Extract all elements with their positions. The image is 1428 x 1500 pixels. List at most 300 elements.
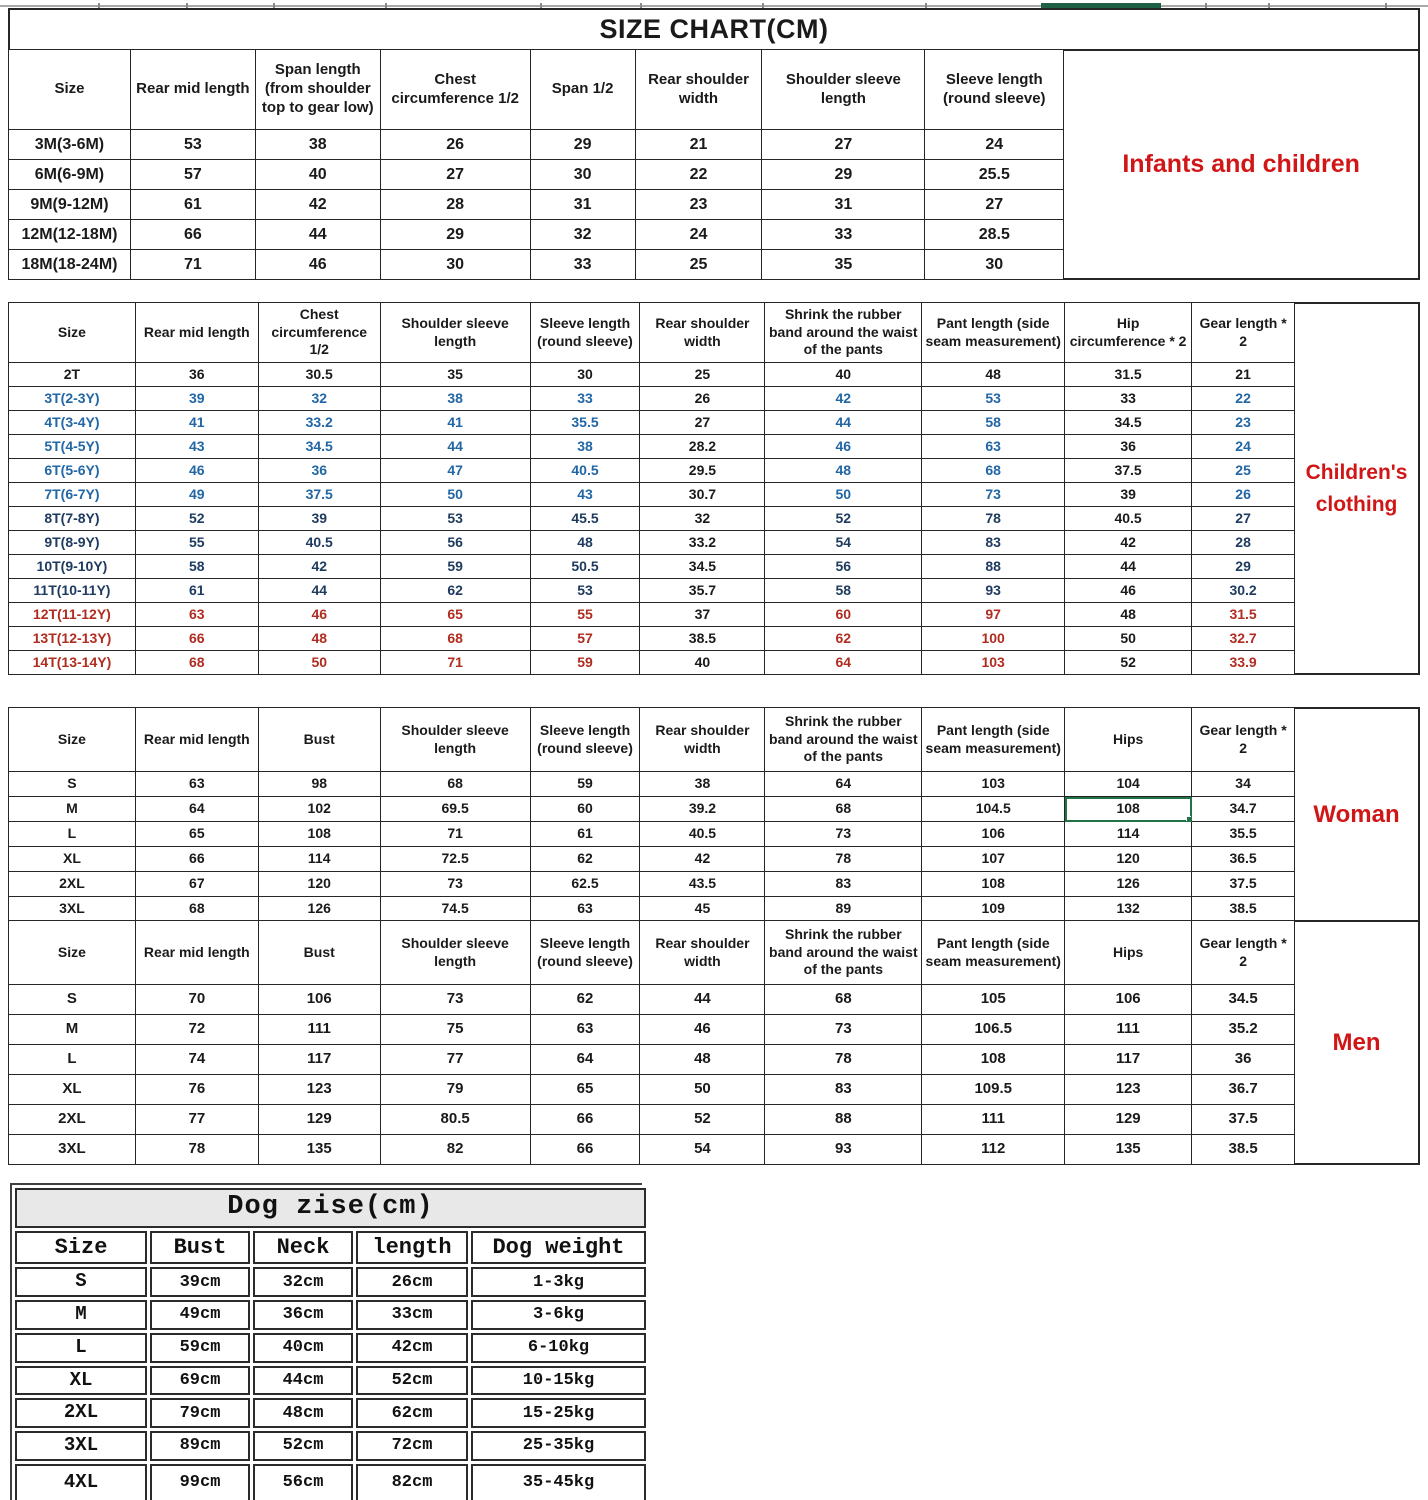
data-cell[interactable]: 42 bbox=[255, 190, 380, 220]
data-cell[interactable]: 21 bbox=[635, 130, 762, 160]
data-cell[interactable]: 31 bbox=[762, 190, 925, 220]
column-header-cell[interactable]: Bust bbox=[258, 708, 380, 772]
data-cell[interactable]: 77 bbox=[380, 1045, 530, 1075]
data-cell[interactable]: 59 bbox=[380, 555, 530, 579]
data-cell[interactable]: 52 bbox=[1065, 651, 1192, 675]
woman-label-cell[interactable] bbox=[1295, 707, 1420, 922]
data-cell[interactable]: 40.5 bbox=[1065, 507, 1192, 531]
data-cell[interactable]: 38 bbox=[255, 130, 380, 160]
data-cell[interactable]: 42 bbox=[640, 847, 765, 872]
data-cell[interactable]: 78 bbox=[135, 1135, 258, 1165]
data-cell[interactable]: 117 bbox=[258, 1045, 380, 1075]
data-cell[interactable]: 52 bbox=[135, 507, 258, 531]
data-cell[interactable]: 42 bbox=[765, 387, 922, 411]
data-cell[interactable]: 52 bbox=[765, 507, 922, 531]
column-header-cell[interactable]: Rear mid length bbox=[135, 708, 258, 772]
data-cell[interactable]: 114 bbox=[258, 847, 380, 872]
data-cell[interactable]: 63 bbox=[135, 772, 258, 797]
data-cell[interactable]: 129 bbox=[258, 1105, 380, 1135]
data-cell[interactable]: 82 bbox=[380, 1135, 530, 1165]
data-cell[interactable]: 98 bbox=[258, 772, 380, 797]
data-cell[interactable]: 23 bbox=[1192, 411, 1295, 435]
data-cell[interactable]: 74 bbox=[135, 1045, 258, 1075]
data-cell[interactable]: 40.5 bbox=[640, 822, 765, 847]
column-header-cell[interactable]: Size bbox=[9, 921, 136, 985]
data-cell[interactable]: 28.5 bbox=[925, 220, 1064, 250]
data-cell[interactable]: 38.5 bbox=[1192, 897, 1295, 922]
column-header-cell[interactable]: Pant length (side seam measurement) bbox=[922, 708, 1065, 772]
data-cell[interactable]: 27 bbox=[762, 130, 925, 160]
men-label-cell[interactable] bbox=[1295, 920, 1420, 1165]
data-cell[interactable]: 30 bbox=[925, 250, 1064, 280]
data-cell[interactable]: 36.5 bbox=[1192, 847, 1295, 872]
data-cell[interactable]: 58 bbox=[135, 555, 258, 579]
data-cell[interactable]: 46 bbox=[640, 1015, 765, 1045]
data-cell[interactable]: 33.2 bbox=[258, 411, 380, 435]
column-header-cell[interactable]: Sleeve length (round sleeve) bbox=[530, 921, 640, 985]
data-cell[interactable]: 48 bbox=[765, 459, 922, 483]
data-cell[interactable]: 33 bbox=[762, 220, 925, 250]
data-cell[interactable]: 57 bbox=[130, 160, 255, 190]
column-header-cell[interactable]: Size bbox=[9, 303, 136, 363]
data-cell[interactable]: 104.5 bbox=[922, 797, 1065, 822]
data-cell[interactable]: 66 bbox=[130, 220, 255, 250]
data-cell[interactable]: 25 bbox=[640, 363, 765, 387]
data-cell[interactable]: 48 bbox=[258, 627, 380, 651]
column-header-cell[interactable]: Pant length (side seam measurement) bbox=[922, 303, 1065, 363]
data-cell[interactable]: 106 bbox=[258, 985, 380, 1015]
data-cell[interactable]: 106.5 bbox=[922, 1015, 1065, 1045]
data-cell[interactable]: 54 bbox=[765, 531, 922, 555]
data-cell[interactable]: 112 bbox=[922, 1135, 1065, 1165]
data-cell[interactable]: 68 bbox=[765, 985, 922, 1015]
data-cell[interactable]: 42 bbox=[1065, 531, 1192, 555]
data-cell[interactable]: 39 bbox=[135, 387, 258, 411]
size-cell[interactable]: 2T bbox=[9, 363, 136, 387]
data-cell[interactable]: 105 bbox=[922, 985, 1065, 1015]
data-cell[interactable]: 36 bbox=[135, 363, 258, 387]
data-cell[interactable]: 63 bbox=[530, 1015, 640, 1045]
data-cell[interactable]: 76 bbox=[135, 1075, 258, 1105]
column-header-cell[interactable]: Rear shoulder width bbox=[640, 921, 765, 985]
data-cell[interactable]: 29.5 bbox=[640, 459, 765, 483]
data-cell[interactable]: 71 bbox=[380, 651, 530, 675]
data-cell[interactable]: 32.7 bbox=[1192, 627, 1295, 651]
data-cell[interactable]: 59 bbox=[530, 772, 640, 797]
data-cell[interactable]: 71 bbox=[380, 822, 530, 847]
data-cell[interactable]: 48 bbox=[922, 363, 1065, 387]
size-cell[interactable]: 9T(8-9Y) bbox=[9, 531, 136, 555]
data-cell[interactable]: 50 bbox=[1065, 627, 1192, 651]
data-cell[interactable]: 27 bbox=[380, 160, 530, 190]
data-cell[interactable]: 132 bbox=[1065, 897, 1192, 922]
data-cell[interactable]: 120 bbox=[258, 872, 380, 897]
size-cell[interactable]: 6T(5-6Y) bbox=[9, 459, 136, 483]
size-cell[interactable]: 6M(6-9M) bbox=[9, 160, 131, 190]
size-cell[interactable]: 2XL bbox=[9, 872, 136, 897]
data-cell[interactable]: 36 bbox=[258, 459, 380, 483]
data-cell[interactable]: 83 bbox=[765, 1075, 922, 1105]
data-cell[interactable]: 93 bbox=[765, 1135, 922, 1165]
data-cell[interactable]: 34.5 bbox=[640, 555, 765, 579]
data-cell[interactable]: 40.5 bbox=[530, 459, 640, 483]
size-cell[interactable]: 2XL bbox=[9, 1105, 136, 1135]
data-cell[interactable]: 29 bbox=[762, 160, 925, 190]
data-cell[interactable]: 106 bbox=[1065, 985, 1192, 1015]
size-cell[interactable]: L bbox=[9, 1045, 136, 1075]
column-header-cell[interactable]: Pant length (side seam measurement) bbox=[922, 921, 1065, 985]
data-cell[interactable]: 106 bbox=[922, 822, 1065, 847]
sheet-title-cell[interactable] bbox=[8, 8, 1420, 51]
data-cell[interactable]: 40 bbox=[765, 363, 922, 387]
data-cell[interactable]: 88 bbox=[922, 555, 1065, 579]
data-cell[interactable]: 35.7 bbox=[640, 579, 765, 603]
data-cell[interactable]: 46 bbox=[258, 603, 380, 627]
data-cell[interactable]: 65 bbox=[380, 603, 530, 627]
data-cell[interactable]: 46 bbox=[765, 435, 922, 459]
data-cell[interactable]: 33.9 bbox=[1192, 651, 1295, 675]
data-cell[interactable]: 68 bbox=[380, 772, 530, 797]
data-cell[interactable]: 25 bbox=[1192, 459, 1295, 483]
fill-handle[interactable] bbox=[1186, 816, 1192, 822]
data-cell[interactable]: 73 bbox=[922, 483, 1065, 507]
data-cell[interactable]: 36 bbox=[1192, 1045, 1295, 1075]
data-cell[interactable]: 35 bbox=[380, 363, 530, 387]
data-cell[interactable]: 62 bbox=[380, 579, 530, 603]
data-cell[interactable]: 108 bbox=[922, 872, 1065, 897]
data-cell[interactable]: 73 bbox=[380, 872, 530, 897]
column-header-cell[interactable]: Shoulder sleeve length bbox=[762, 50, 925, 130]
data-cell[interactable]: 135 bbox=[1065, 1135, 1192, 1165]
data-cell[interactable]: 61 bbox=[130, 190, 255, 220]
data-cell[interactable]: 37.5 bbox=[1192, 1105, 1295, 1135]
column-header-cell[interactable]: Rear mid length bbox=[135, 921, 258, 985]
data-cell[interactable]: 135 bbox=[258, 1135, 380, 1165]
data-cell[interactable]: 44 bbox=[640, 985, 765, 1015]
size-cell[interactable]: 3T(2-3Y) bbox=[9, 387, 136, 411]
data-cell[interactable]: 35.5 bbox=[530, 411, 640, 435]
size-cell[interactable]: M bbox=[9, 1015, 136, 1045]
data-cell[interactable]: 38.5 bbox=[640, 627, 765, 651]
data-cell[interactable]: 39 bbox=[1065, 483, 1192, 507]
data-cell[interactable]: 73 bbox=[765, 822, 922, 847]
data-cell[interactable]: 66 bbox=[135, 627, 258, 651]
column-header-cell[interactable]: Shrink the rubber band around the waist of the pants bbox=[765, 303, 922, 363]
data-cell[interactable]: 45 bbox=[640, 897, 765, 922]
data-cell[interactable]: 62 bbox=[765, 627, 922, 651]
data-cell[interactable]: 117 bbox=[1065, 1045, 1192, 1075]
data-cell[interactable]: 103 bbox=[922, 651, 1065, 675]
data-cell[interactable]: 44 bbox=[255, 220, 380, 250]
column-header-cell[interactable]: Rear shoulder width bbox=[635, 50, 762, 130]
data-cell[interactable]: 109 bbox=[922, 897, 1065, 922]
data-cell[interactable]: 65 bbox=[135, 822, 258, 847]
data-cell[interactable]: 54 bbox=[640, 1135, 765, 1165]
size-cell[interactable]: 11T(10-11Y) bbox=[9, 579, 136, 603]
data-cell[interactable]: 31 bbox=[530, 190, 635, 220]
data-cell[interactable]: 97 bbox=[922, 603, 1065, 627]
data-cell[interactable]: 25 bbox=[635, 250, 762, 280]
data-cell[interactable]: 34.5 bbox=[1065, 411, 1192, 435]
data-cell[interactable]: 21 bbox=[1192, 363, 1295, 387]
data-cell[interactable]: 24 bbox=[635, 220, 762, 250]
data-cell[interactable]: 74.5 bbox=[380, 897, 530, 922]
data-cell[interactable]: 30 bbox=[530, 363, 640, 387]
data-cell[interactable]: 68 bbox=[135, 651, 258, 675]
column-header-cell[interactable]: Gear length * 2 bbox=[1192, 303, 1295, 363]
data-cell[interactable]: 27 bbox=[1192, 507, 1295, 531]
data-cell[interactable]: 34.7 bbox=[1192, 797, 1295, 822]
data-cell[interactable]: 123 bbox=[1065, 1075, 1192, 1105]
data-cell[interactable]: 44 bbox=[258, 579, 380, 603]
size-cell[interactable]: 13T(12-13Y) bbox=[9, 627, 136, 651]
data-cell[interactable]: 53 bbox=[130, 130, 255, 160]
column-header-cell[interactable]: Span length (from shoulder top to gear low) bbox=[255, 50, 380, 130]
data-cell[interactable]: 41 bbox=[380, 411, 530, 435]
data-cell[interactable]: 111 bbox=[1065, 1015, 1192, 1045]
data-cell[interactable]: 37 bbox=[640, 603, 765, 627]
data-cell[interactable]: 31.5 bbox=[1065, 363, 1192, 387]
data-cell[interactable]: 30.5 bbox=[258, 363, 380, 387]
data-cell[interactable]: 126 bbox=[1065, 872, 1192, 897]
data-cell[interactable]: 64 bbox=[135, 797, 258, 822]
data-cell[interactable]: 68 bbox=[380, 627, 530, 651]
data-cell[interactable]: 120 bbox=[1065, 847, 1192, 872]
data-cell[interactable]: 46 bbox=[135, 459, 258, 483]
data-cell[interactable]: 68 bbox=[922, 459, 1065, 483]
data-cell[interactable]: 79 bbox=[380, 1075, 530, 1105]
data-cell[interactable]: 47 bbox=[380, 459, 530, 483]
data-cell[interactable]: 53 bbox=[380, 507, 530, 531]
data-cell[interactable]: 50.5 bbox=[530, 555, 640, 579]
data-cell[interactable]: 42 bbox=[258, 555, 380, 579]
data-cell[interactable]: 111 bbox=[922, 1105, 1065, 1135]
data-cell[interactable]: 53 bbox=[530, 579, 640, 603]
data-cell[interactable]: 88 bbox=[765, 1105, 922, 1135]
data-cell[interactable]: 80.5 bbox=[380, 1105, 530, 1135]
data-cell[interactable]: 57 bbox=[530, 627, 640, 651]
data-cell[interactable]: 34.5 bbox=[1192, 985, 1295, 1015]
size-cell[interactable]: 3XL bbox=[9, 897, 136, 922]
data-cell[interactable]: 29 bbox=[1192, 555, 1295, 579]
data-cell[interactable]: 78 bbox=[922, 507, 1065, 531]
data-cell[interactable]: 39.2 bbox=[640, 797, 765, 822]
data-cell[interactable]: 73 bbox=[765, 1015, 922, 1045]
data-cell[interactable]: 68 bbox=[135, 897, 258, 922]
data-cell[interactable]: 66 bbox=[530, 1135, 640, 1165]
column-header-cell[interactable]: Rear shoulder width bbox=[640, 708, 765, 772]
column-header-cell[interactable]: Shoulder sleeve length bbox=[380, 708, 530, 772]
data-cell[interactable]: 69.5 bbox=[380, 797, 530, 822]
data-cell[interactable]: 108 bbox=[258, 822, 380, 847]
data-cell[interactable]: 30 bbox=[380, 250, 530, 280]
data-cell[interactable]: 44 bbox=[380, 435, 530, 459]
data-cell[interactable]: 29 bbox=[530, 130, 635, 160]
data-cell[interactable]: 104 bbox=[1065, 772, 1192, 797]
column-header-cell[interactable]: Rear shoulder width bbox=[640, 303, 765, 363]
column-header-cell[interactable]: Chest circumference 1/2 bbox=[258, 303, 380, 363]
column-header-cell[interactable]: Span 1/2 bbox=[530, 50, 635, 130]
size-cell[interactable]: 14T(13-14Y) bbox=[9, 651, 136, 675]
data-cell[interactable]: 28 bbox=[380, 190, 530, 220]
data-cell[interactable]: 60 bbox=[530, 797, 640, 822]
data-cell[interactable]: 111 bbox=[258, 1015, 380, 1045]
data-cell[interactable]: 38 bbox=[640, 772, 765, 797]
data-cell[interactable]: 26 bbox=[1192, 483, 1295, 507]
data-cell[interactable]: 35.2 bbox=[1192, 1015, 1295, 1045]
infants-label-cell[interactable] bbox=[1064, 49, 1420, 280]
data-cell[interactable]: 107 bbox=[922, 847, 1065, 872]
data-cell[interactable]: 38 bbox=[380, 387, 530, 411]
data-cell[interactable]: 77 bbox=[135, 1105, 258, 1135]
size-cell[interactable]: XL bbox=[9, 847, 136, 872]
data-cell[interactable]: 55 bbox=[530, 603, 640, 627]
data-cell[interactable]: 73 bbox=[380, 985, 530, 1015]
data-cell[interactable]: 89 bbox=[765, 897, 922, 922]
size-cell[interactable]: S bbox=[9, 772, 136, 797]
data-cell[interactable]: 35 bbox=[762, 250, 925, 280]
size-cell[interactable]: 8T(7-8Y) bbox=[9, 507, 136, 531]
data-cell[interactable]: 32 bbox=[258, 387, 380, 411]
column-header-cell[interactable]: Shrink the rubber band around the waist of the pants bbox=[765, 708, 922, 772]
data-cell[interactable]: 26 bbox=[640, 387, 765, 411]
size-cell[interactable]: 5T(4-5Y) bbox=[9, 435, 136, 459]
column-header-cell[interactable]: Size bbox=[9, 708, 136, 772]
size-cell[interactable]: M bbox=[9, 797, 136, 822]
data-cell[interactable]: 65 bbox=[530, 1075, 640, 1105]
data-cell[interactable]: 33.2 bbox=[640, 531, 765, 555]
size-cell[interactable]: 4T(3-4Y) bbox=[9, 411, 136, 435]
data-cell[interactable]: 24 bbox=[1192, 435, 1295, 459]
data-cell[interactable]: 64 bbox=[765, 651, 922, 675]
data-cell[interactable]: 64 bbox=[765, 772, 922, 797]
data-cell[interactable]: 66 bbox=[135, 847, 258, 872]
data-cell[interactable]: 62 bbox=[530, 985, 640, 1015]
data-cell[interactable]: 24 bbox=[925, 130, 1064, 160]
size-cell[interactable]: 3M(3-6M) bbox=[9, 130, 131, 160]
data-cell[interactable]: 52 bbox=[640, 1105, 765, 1135]
data-cell[interactable]: 40.5 bbox=[258, 531, 380, 555]
data-cell[interactable]: 38.5 bbox=[1192, 1135, 1295, 1165]
data-cell[interactable]: 129 bbox=[1065, 1105, 1192, 1135]
size-cell[interactable]: L bbox=[9, 822, 136, 847]
data-cell[interactable]: 71 bbox=[130, 250, 255, 280]
size-cell[interactable]: 10T(9-10Y) bbox=[9, 555, 136, 579]
data-cell[interactable]: 25.5 bbox=[925, 160, 1064, 190]
data-cell[interactable]: 28.2 bbox=[640, 435, 765, 459]
column-header-cell[interactable]: Shrink the rubber band around the waist of the pants bbox=[765, 921, 922, 985]
data-cell[interactable]: 30.2 bbox=[1192, 579, 1295, 603]
data-cell[interactable]: 44 bbox=[765, 411, 922, 435]
data-cell[interactable]: 66 bbox=[530, 1105, 640, 1135]
column-header-cell[interactable]: Shoulder sleeve length bbox=[380, 303, 530, 363]
data-cell[interactable]: 44 bbox=[1065, 555, 1192, 579]
data-cell[interactable]: 27 bbox=[925, 190, 1064, 220]
data-cell[interactable]: 61 bbox=[135, 579, 258, 603]
data-cell[interactable]: 83 bbox=[922, 531, 1065, 555]
data-cell[interactable]: 62.5 bbox=[530, 872, 640, 897]
data-cell[interactable]: 36.7 bbox=[1192, 1075, 1295, 1105]
data-cell[interactable]: 68 bbox=[765, 797, 922, 822]
data-cell[interactable]: 70 bbox=[135, 985, 258, 1015]
data-cell[interactable]: 93 bbox=[922, 579, 1065, 603]
data-cell[interactable]: 40 bbox=[255, 160, 380, 190]
selected-cell[interactable]: 108 bbox=[1065, 797, 1192, 822]
data-cell[interactable]: 30.7 bbox=[640, 483, 765, 507]
column-header-cell[interactable]: Sleeve length (round sleeve) bbox=[530, 708, 640, 772]
data-cell[interactable]: 27 bbox=[640, 411, 765, 435]
data-cell[interactable]: 29 bbox=[380, 220, 530, 250]
data-cell[interactable]: 33 bbox=[1065, 387, 1192, 411]
data-cell[interactable]: 48 bbox=[530, 531, 640, 555]
data-cell[interactable]: 46 bbox=[1065, 579, 1192, 603]
data-cell[interactable]: 103 bbox=[922, 772, 1065, 797]
data-cell[interactable]: 23 bbox=[635, 190, 762, 220]
data-cell[interactable]: 30 bbox=[530, 160, 635, 190]
data-cell[interactable]: 37.5 bbox=[258, 483, 380, 507]
data-cell[interactable]: 56 bbox=[380, 531, 530, 555]
data-cell[interactable]: 35.5 bbox=[1192, 822, 1295, 847]
data-cell[interactable]: 126 bbox=[258, 897, 380, 922]
data-cell[interactable]: 78 bbox=[765, 1045, 922, 1075]
data-cell[interactable]: 60 bbox=[765, 603, 922, 627]
data-cell[interactable]: 62 bbox=[530, 847, 640, 872]
data-cell[interactable]: 59 bbox=[530, 651, 640, 675]
column-header-cell[interactable]: Hips bbox=[1065, 708, 1192, 772]
data-cell[interactable]: 41 bbox=[135, 411, 258, 435]
data-cell[interactable]: 46 bbox=[255, 250, 380, 280]
column-header-cell[interactable]: Rear mid length bbox=[130, 50, 255, 130]
data-cell[interactable]: 56 bbox=[765, 555, 922, 579]
data-cell[interactable]: 72.5 bbox=[380, 847, 530, 872]
size-cell[interactable]: 7T(6-7Y) bbox=[9, 483, 136, 507]
data-cell[interactable]: 28 bbox=[1192, 531, 1295, 555]
data-cell[interactable]: 39 bbox=[258, 507, 380, 531]
data-cell[interactable]: 45.5 bbox=[530, 507, 640, 531]
size-cell[interactable]: 9M(9-12M) bbox=[9, 190, 131, 220]
data-cell[interactable]: 78 bbox=[765, 847, 922, 872]
column-header-cell[interactable]: Shoulder sleeve length bbox=[380, 921, 530, 985]
column-header-cell[interactable]: Gear length * 2 bbox=[1192, 921, 1295, 985]
data-cell[interactable]: 32 bbox=[640, 507, 765, 531]
data-cell[interactable]: 63 bbox=[530, 897, 640, 922]
column-header-cell[interactable]: Rear mid length bbox=[135, 303, 258, 363]
column-header-cell[interactable]: Hips bbox=[1065, 921, 1192, 985]
data-cell[interactable]: 63 bbox=[135, 603, 258, 627]
data-cell[interactable]: 61 bbox=[530, 822, 640, 847]
data-cell[interactable]: 108 bbox=[922, 1045, 1065, 1075]
column-header-cell[interactable]: Hip circumference * 2 bbox=[1065, 303, 1192, 363]
data-cell[interactable]: 53 bbox=[922, 387, 1065, 411]
data-cell[interactable]: 40 bbox=[640, 651, 765, 675]
column-header-cell[interactable]: Sleeve length (round sleeve) bbox=[925, 50, 1064, 130]
data-cell[interactable]: 50 bbox=[380, 483, 530, 507]
data-cell[interactable]: 58 bbox=[922, 411, 1065, 435]
data-cell[interactable]: 31.5 bbox=[1192, 603, 1295, 627]
column-header-cell[interactable]: Gear length * 2 bbox=[1192, 708, 1295, 772]
data-cell[interactable]: 26 bbox=[380, 130, 530, 160]
data-cell[interactable]: 38 bbox=[530, 435, 640, 459]
data-cell[interactable]: 72 bbox=[135, 1015, 258, 1045]
data-cell[interactable]: 67 bbox=[135, 872, 258, 897]
data-cell[interactable]: 48 bbox=[1065, 603, 1192, 627]
size-cell[interactable]: 12T(11-12Y) bbox=[9, 603, 136, 627]
size-cell[interactable]: S bbox=[9, 985, 136, 1015]
size-cell[interactable]: 18M(18-24M) bbox=[9, 250, 131, 280]
data-cell[interactable]: 48 bbox=[640, 1045, 765, 1075]
children-label-cell[interactable] bbox=[1295, 302, 1420, 675]
data-cell[interactable]: 83 bbox=[765, 872, 922, 897]
